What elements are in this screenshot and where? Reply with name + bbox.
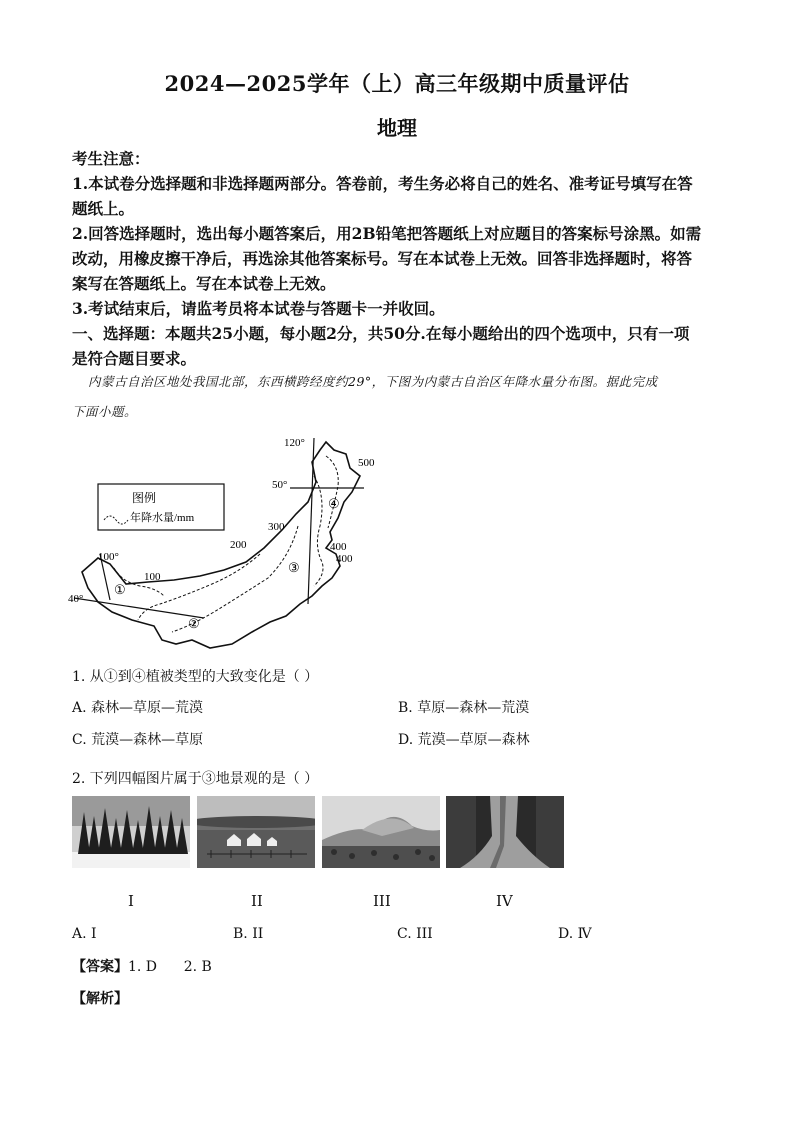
legend-title: 图例 (132, 491, 157, 505)
q2-option-a: A. I (72, 926, 97, 942)
photo-tree-trunk (446, 796, 564, 868)
q2-option-b: B. II (233, 926, 264, 942)
answer-text: 1. D 2. B (128, 959, 212, 975)
photo-label-2: II (251, 892, 263, 910)
q2-stem: 2. 下列四幅图片属于③地景观的是（ ） (72, 771, 319, 787)
intro-line1: 内蒙古自治区地处我国北部，东西横跨经度约29°，下图为内蒙古自治区年降水量分布图。据此完成 (88, 374, 658, 389)
q2-option-d: D. Ⅳ (558, 926, 592, 942)
page-title: 2024—2025学年（上）高三年级期中质量评估 (164, 71, 630, 96)
label-iso-400a: 400 (330, 541, 347, 553)
notice-item2-line3: 案写在答题纸上。写在本试卷上无效。 (72, 274, 336, 293)
q2-option-c: C. III (397, 926, 433, 942)
photo-desert (322, 796, 440, 868)
q1-option-d: D. 荒漠—草原—森林 (398, 732, 530, 748)
label-region3: ③ (288, 560, 300, 575)
photo-grassland (197, 796, 315, 868)
precipitation-map (64, 436, 394, 656)
section1-line1: 一、选择题：本题共25小题，每小题2分，共50分.在每小题给出的四个选项中，只有一项 (72, 324, 690, 343)
legend-item: 年降水量/mm (130, 512, 195, 524)
notice-item3: 3.考试结束后，请监考员将本试卷与答题卡一并收回。 (72, 299, 445, 318)
label-iso-500: 500 (358, 457, 375, 469)
label-region4: ④ (328, 496, 340, 511)
meridian-120 (308, 438, 314, 604)
q1-option-b: B. 草原—森林—荒漠 (398, 700, 530, 716)
label-iso-200: 200 (230, 539, 247, 551)
notice-item2-line2: 改动，用橡皮擦干净后，再选涂其他答案标号。写在本试卷上无效。回答非选择题时，将答 (72, 249, 693, 268)
label-region2: ② (188, 616, 200, 631)
label-iso-100: 100 (144, 571, 161, 583)
photo-label-4: IV (496, 892, 513, 910)
label-lat-40: 40° (68, 593, 84, 605)
subject-title: 地理 (377, 116, 417, 140)
notice-heading: 考生注意： (72, 149, 150, 168)
photo-label-1: I (128, 892, 134, 910)
notice-item1-line1: 1.本试卷分选择题和非选择题两部分。答卷前，考生务必将自己的姓名、准考证号填写在答 (72, 174, 693, 193)
analysis-line (72, 988, 128, 1008)
parallel-40 (74, 598, 204, 618)
label-region1: ① (114, 582, 126, 597)
label-lon-100: 100° (98, 551, 119, 563)
answer-line (72, 956, 212, 976)
q1-option-a: A. 森林—草原—荒漠 (72, 700, 204, 716)
notice-item1-line2: 题纸上。 (72, 199, 135, 218)
isoline-500 (326, 456, 338, 528)
analysis-tag: 【解析】 (72, 991, 128, 1007)
isoline-400 (314, 476, 323, 586)
photo-forest (72, 796, 190, 868)
intro-line2: 下面小题。 (72, 404, 138, 419)
q1-option-c: C. 荒漠—森林—草原 (72, 732, 204, 748)
label-lat-50: 50° (272, 479, 288, 491)
label-lon-120: 120° (284, 437, 305, 449)
notice-item2-line1: 2.回答选择题时，选出每小题答案后，用2B铅笔把答题纸上对应题目的答案标号涂黑。如需 (72, 224, 702, 243)
region-outline (82, 442, 360, 648)
label-iso-300: 300 (268, 521, 285, 533)
label-iso-400b: 400 (336, 553, 353, 565)
photo-label-3: III (373, 892, 391, 910)
answer-tag: 【答案】 (72, 959, 128, 975)
q1-stem: 1. 从①到④植被类型的大致变化是（ ） (72, 669, 319, 685)
section1-line2: 是符合题目要求。 (72, 349, 197, 368)
